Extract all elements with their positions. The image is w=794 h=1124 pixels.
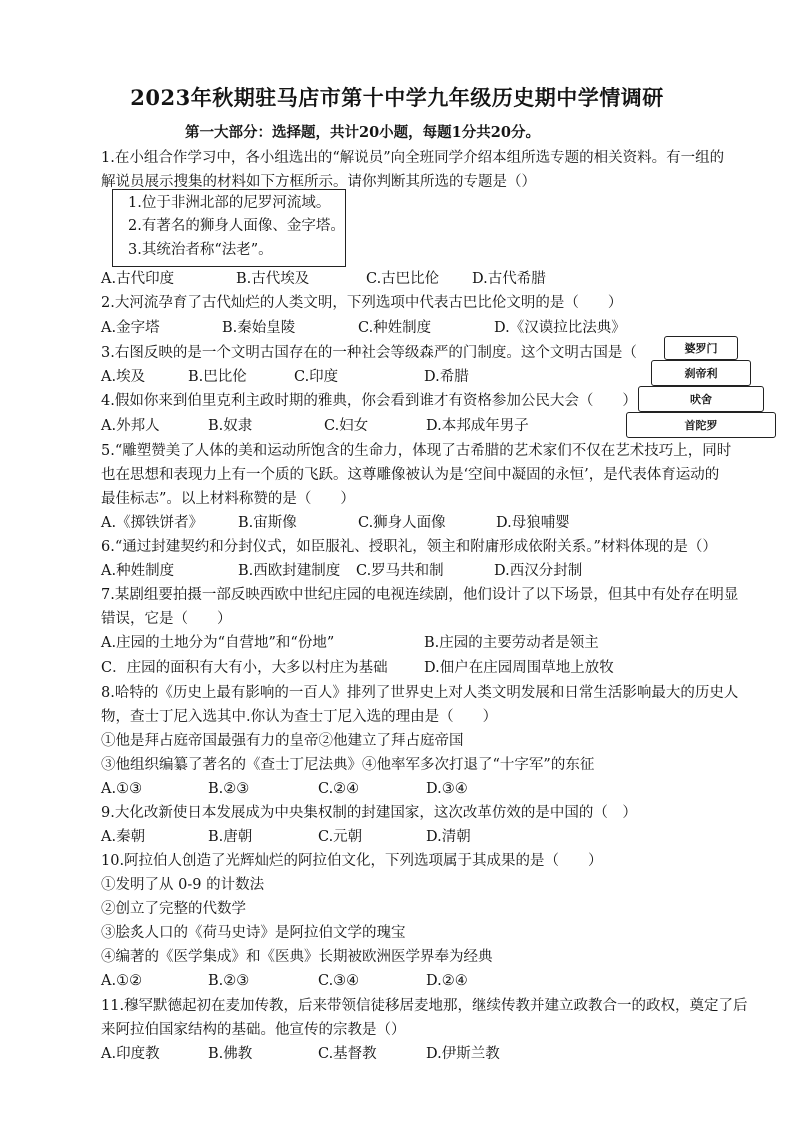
q8-statements-1: ①他是拜占庭帝国最强有力的皇帝②他建立了拜占庭帝国 bbox=[101, 733, 464, 749]
q2-stem: 2.大河流孕育了古代灿烂的人类文明，下列选项中代表古巴比伦文明的是（ ） bbox=[101, 295, 623, 311]
q10-statement: ①发明了从 0-9 的计数法 bbox=[101, 877, 265, 893]
q2-option-b: B.秦始皇陵 bbox=[222, 320, 296, 336]
q11-option-d: D.伊斯兰教 bbox=[426, 1046, 500, 1062]
q5-stem-line1: 5.“雕塑赞美了人体的美和运动所饱含的生命力，体现了古希腊的艺术家们不仅在艺术技巧上，同时 bbox=[101, 443, 732, 459]
q4-option-b: B.奴隶 bbox=[208, 418, 253, 434]
q11-option-b: B.佛教 bbox=[208, 1046, 253, 1062]
q6-option-c: C.罗马共和制 bbox=[356, 563, 444, 579]
q5-stem-line3: 最佳标志”。以上材料称赞的是（ ） bbox=[101, 491, 355, 507]
q11-option-a: A.印度教 bbox=[101, 1046, 160, 1062]
q8-option-b: B.②③ bbox=[208, 781, 250, 797]
q10-stem: 10.阿拉伯人创造了光辉灿烂的阿拉伯文化，下列选项属于其成果的是（ ） bbox=[101, 853, 603, 869]
q3-stem: 3.右图反映的是一个文明古国存在的一种社会等级森严的门制度。这个文明古国是（ bbox=[101, 345, 637, 361]
q8-option-d: D.③④ bbox=[426, 781, 468, 797]
q9-option-b: B.唐朝 bbox=[208, 829, 253, 845]
q10-option-c: C.③④ bbox=[318, 973, 360, 989]
q6-option-a: A.种姓制度 bbox=[101, 563, 175, 579]
q7-stem-line1: 7.某剧组要拍摄一部反映西欧中世纪庄园的电视连续剧，他们设计了以下场景，但其中有处存在明显 bbox=[101, 587, 739, 603]
q1-option-b: B.古代埃及 bbox=[236, 271, 310, 287]
q4-option-c: C.妇女 bbox=[324, 418, 369, 434]
q11-stem-line1: 11.穆罕默德起初在麦加传教，后来带领信徒移居麦地那，继续传教并建立政教合一的政权，奠定了后 bbox=[101, 998, 748, 1014]
q1-option-a: A.古代印度 bbox=[101, 271, 175, 287]
q8-stem-line1: 8.哈特的《历史上最有影响的一百人》排列了世界史上对人类文明发展和日常生活影响最大的历史人 bbox=[101, 685, 739, 701]
caste-level-shudra: 首陀罗 bbox=[626, 412, 776, 438]
q3-option-b: B.巴比伦 bbox=[188, 369, 247, 385]
q4-stem: 4.假如你来到伯里克利主政时期的雅典，你会看到谁才有资格参加公民大会（ ） bbox=[101, 393, 637, 409]
caste-level-vaishya: 吠舍 bbox=[638, 386, 764, 412]
q10-statement: ④编著的《医学集成》和《医典》长期被欧洲医学界奉为经典 bbox=[101, 949, 493, 965]
q11-option-c: C.基督教 bbox=[318, 1046, 377, 1062]
q4-option-a: A.外邦人 bbox=[101, 418, 160, 434]
q7-option-a: A.庄园的土地分为“自营地”和“份地” bbox=[101, 635, 335, 651]
q9-option-c: C.元朝 bbox=[318, 829, 363, 845]
q8-statements-2: ③他组织编纂了著名的《查士丁尼法典》④他率军多次打退了“十字军”的东征 bbox=[101, 757, 595, 773]
q9-option-a: A.秦朝 bbox=[101, 829, 146, 845]
q4-option-d: D.本邦成年男子 bbox=[426, 418, 529, 434]
q1-option-c: C.古巴比伦 bbox=[366, 271, 440, 287]
q1-box-item: 2.有著名的狮身人面像、金字塔。 bbox=[128, 218, 345, 234]
exam-title: 2023年秋期驻马店市第十中学九年级历史期中学情调研 bbox=[130, 85, 664, 110]
q7-option-b: B.庄园的主要劳动者是领主 bbox=[424, 635, 599, 651]
q7-option-c: C．庄园的面积有大有小，大多以村庄为基础 bbox=[101, 660, 388, 676]
q3-option-a: A.埃及 bbox=[101, 369, 146, 385]
q6-stem: 6.“通过封建契约和分封仪式，如臣服礼、授职礼，领主和附庸形成依附关系。”材料体现的是（） bbox=[101, 539, 717, 555]
q8-stem-line2: 物，查士丁尼入选其中.你认为查士丁尼入选的理由是（ ） bbox=[101, 709, 498, 725]
q9-stem: 9.大化改新使日本发展成为中央集权制的封建国家，这次改革仿效的是中国的（ ） bbox=[101, 805, 637, 821]
caste-level-kshatriya: 刹帝利 bbox=[651, 360, 751, 386]
q5-stem-line2: 也在思想和表现力上有一个质的飞跃。这尊雕像被认为是‘空间中凝固的永恒’，是代表体育运动的 bbox=[101, 467, 720, 483]
q5-option-a: A.《掷铁饼者》 bbox=[101, 515, 204, 531]
q6-option-b: B.西欧封建制度 bbox=[238, 563, 341, 579]
q1-option-d: D.古代希腊 bbox=[472, 271, 546, 287]
q1-stem-line1: 1.在小组合作学习中，各小组选出的“解说员”向全班同学介绍本组所选专题的相关资料。有一组的 bbox=[101, 150, 725, 166]
q3-option-d: D.希腊 bbox=[424, 369, 469, 385]
q3-option-c: C.印度 bbox=[294, 369, 339, 385]
q10-option-b: B.②③ bbox=[208, 973, 250, 989]
q5-option-c: C.狮身人面像 bbox=[358, 515, 446, 531]
q10-option-a: A.①② bbox=[101, 973, 143, 989]
q8-option-a: A.①③ bbox=[101, 781, 143, 797]
q8-option-c: C.②④ bbox=[318, 781, 360, 797]
q5-option-d: D.母狼哺婴 bbox=[496, 515, 570, 531]
q1-stem-line2: 解说员展示搜集的材料如下方框所示。请你判断其所选的专题是（） bbox=[101, 174, 536, 190]
q11-stem-line2: 来阿拉伯国家结构的基础。他宣传的宗教是（） bbox=[101, 1022, 406, 1038]
q9-option-d: D.清朝 bbox=[426, 829, 471, 845]
q2-option-c: C.种姓制度 bbox=[358, 320, 432, 336]
q10-statement: ③脍炙人口的《荷马史诗》是阿拉伯文学的瑰宝 bbox=[101, 925, 406, 941]
q1-box-item: 1.位于非洲北部的尼罗河流域。 bbox=[128, 195, 331, 211]
q1-box-item: 3.其统治者称“法老”。 bbox=[128, 242, 273, 258]
q5-option-b: B.宙斯像 bbox=[238, 515, 297, 531]
q6-option-d: D.西汉分封制 bbox=[494, 563, 583, 579]
q2-option-a: A.金字塔 bbox=[101, 320, 160, 336]
q10-option-d: D.②④ bbox=[426, 973, 468, 989]
q10-statement: ②创立了完整的代数学 bbox=[101, 901, 246, 917]
q7-option-d: D.佃户在庄园周围草地上放牧 bbox=[424, 660, 614, 676]
section-heading: 第一大部分：选择题，共计20小题，每题1分共20分。 bbox=[185, 124, 540, 141]
caste-level-brahmin: 婆罗门 bbox=[664, 336, 738, 360]
q7-stem-line2: 错误，它是（ ） bbox=[101, 611, 232, 627]
q2-option-d: D.《汉谟拉比法典》 bbox=[494, 320, 626, 336]
